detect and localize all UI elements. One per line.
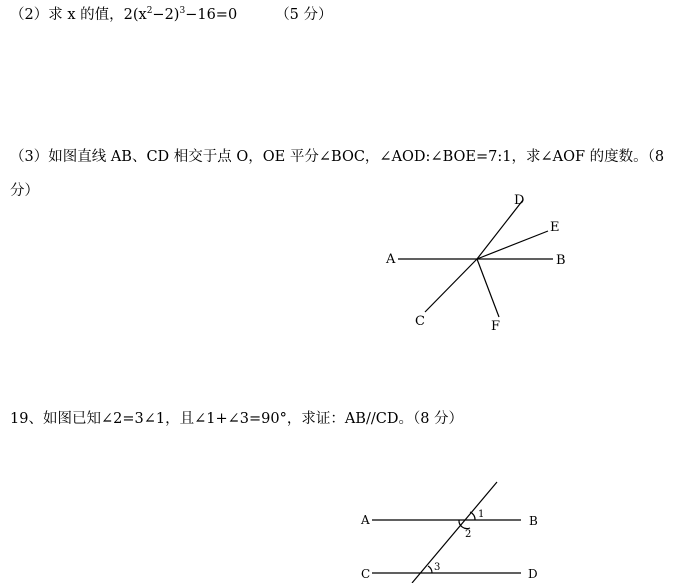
q2-prefix: （2）求 x 的值，2(x — [10, 7, 147, 23]
label-a: A — [386, 252, 396, 267]
angle-label-3: 3 — [434, 562, 441, 573]
question-19: 19、如图已知∠2=3∠1，且∠1+∠3=90°，求证：AB//CD。（8 分） — [10, 411, 464, 427]
angle-label-2: 2 — [465, 529, 472, 540]
q2-exponent-2: 3 — [179, 6, 186, 16]
label-a: A — [361, 513, 370, 527]
label-b: B — [529, 514, 538, 528]
q2-suffix: −16=0 — [185, 7, 238, 23]
label-d: D — [528, 567, 538, 581]
q2-mid: −2) — [152, 7, 180, 23]
label-f: F — [491, 319, 501, 334]
transversal — [412, 482, 497, 583]
question-3-line-2: 分） — [10, 183, 39, 199]
label-c: C — [361, 567, 371, 581]
label-d: D — [514, 193, 525, 208]
label-c: C — [415, 314, 425, 329]
label-e: E — [550, 220, 560, 235]
question-3-line-1: （3）如图直线 AB、CD 相交于点 O，OE 平分∠BOC，∠AOD:∠BOE=7:1，求∠AOF 的度数。（8 — [10, 149, 665, 165]
q2-exponent-1: 2 — [146, 6, 153, 16]
q2-score: （5 分） — [275, 7, 333, 23]
angle-label-1: 1 — [478, 509, 485, 520]
arc-angle-3 — [428, 566, 432, 573]
label-b: B — [556, 253, 566, 268]
